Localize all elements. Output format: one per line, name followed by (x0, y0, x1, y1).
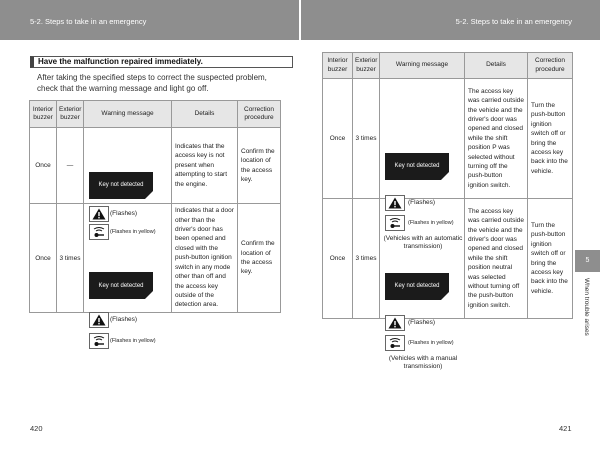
right-header-text: 5-2. Steps to take in an emergency (455, 17, 572, 26)
right-page-number: 421 (559, 424, 572, 433)
display-screen (385, 273, 449, 300)
right-warning-table (322, 52, 573, 370)
details-cell: Indicates that the access key is not present when attempting to start the engine. (172, 128, 238, 204)
warning-message-cell (380, 79, 465, 250)
chapter-label: When trouble arises (583, 278, 590, 336)
transmission-note: (Vehicles with an automatic transmission) (383, 234, 463, 250)
col-correction: Correction procedure (238, 101, 281, 128)
exterior-buzzer-cell: — (57, 128, 84, 204)
table-row (323, 79, 573, 199)
details-cell: Indicates that a door other than the driver's door has been opened and closed with the push-button ignition switch in any mode other than off and the access key outside of the detection area. (172, 204, 238, 313)
exterior-buzzer-cell: 3 times (353, 199, 380, 319)
correction-cell: Confirm the location of the access key. (238, 204, 281, 313)
exterior-buzzer-cell: 3 times (353, 79, 380, 199)
table-header-row (30, 101, 281, 128)
key-system-icon (385, 335, 405, 351)
interior-buzzer-cell: Once (323, 79, 353, 199)
left-warning-table (29, 100, 281, 344)
left-header-text: 5-2. Steps to take in an emergency (30, 17, 147, 26)
key-system-icon (89, 224, 109, 240)
left-page-header (0, 0, 299, 40)
col-interior-buzzer: Interior buzzer (323, 53, 353, 79)
col-exterior-buzzer: Exterior buzzer (353, 53, 380, 79)
flashes-yellow-label: (Flashes in yellow) (408, 219, 454, 226)
col-warning-message: Warning message (380, 53, 465, 79)
display-screen (385, 153, 449, 180)
flashes-yellow-label: (Flashes in yellow) (408, 339, 454, 346)
warning-message-cell (84, 128, 172, 235)
screen-text: Key not detected (394, 283, 440, 289)
exterior-buzzer-cell: 3 times (57, 204, 84, 313)
col-details: Details (172, 101, 238, 128)
col-correction: Correction procedure (528, 53, 573, 79)
flashes-label: (Flashes) (110, 209, 138, 217)
left-page-number: 420 (30, 424, 43, 433)
correction-cell: Confirm the location of the access key. (238, 128, 281, 204)
col-warning-message: Warning message (84, 101, 172, 128)
table-header-row (323, 53, 573, 79)
correction-cell: Turn the push-button ignition switch off or bring the access key back into the vehicle. (528, 199, 573, 319)
col-interior-buzzer: Interior buzzer (30, 101, 57, 128)
right-page-header (301, 0, 600, 40)
col-details: Details (465, 53, 528, 79)
screen-text: Key not detected (98, 282, 144, 289)
chapter-tab: 5 (575, 250, 600, 272)
warning-triangle-icon (385, 195, 405, 211)
table-row (323, 199, 573, 319)
section-title: Have the malfunction repaired immediately. (30, 56, 293, 68)
interior-buzzer-cell: Once (323, 199, 353, 319)
flashes-label: (Flashes) (110, 316, 138, 323)
display-screen (89, 272, 153, 299)
flashes-label: (Flashes) (408, 198, 436, 206)
col-exterior-buzzer: Exterior buzzer (57, 101, 84, 128)
flashes-label: (Flashes) (408, 318, 436, 326)
flashes-yellow-label: (Flashes in yellow) (110, 228, 156, 235)
warning-triangle-icon (89, 312, 109, 328)
transmission-note: (Vehicles with a manual transmission) (388, 354, 458, 370)
table-row (30, 204, 281, 313)
screen-text: Key not detected (394, 163, 440, 169)
flashes-yellow-label: (Flashes in yellow) (110, 338, 156, 344)
screen-text: Key not detected (98, 182, 144, 188)
details-cell: The access key was carried outside the vehicle and the driver's door was opened and closed while the shift position P was selected without turning off the push-button ignition switch. (465, 79, 528, 199)
key-system-icon (89, 333, 109, 349)
interior-buzzer-cell: Once (30, 128, 57, 204)
table-row (30, 128, 281, 204)
warning-triangle-icon (385, 315, 405, 331)
warning-triangle-icon (89, 206, 109, 222)
details-cell: The access key was carried outside the vehicle and the driver's door was opened and closed while the shift position neutral was selected without turning off the push-button ignition switch. (465, 199, 528, 319)
correction-cell: Turn the push-button ignition switch off or bring the access key back into the vehicle. (528, 79, 573, 199)
key-system-icon (385, 215, 405, 231)
display-screen (89, 172, 153, 199)
section-intro: After taking the specified steps to correct the suspected problem, check that the warning message and light go off. (37, 73, 267, 93)
interior-buzzer-cell: Once (30, 204, 57, 313)
